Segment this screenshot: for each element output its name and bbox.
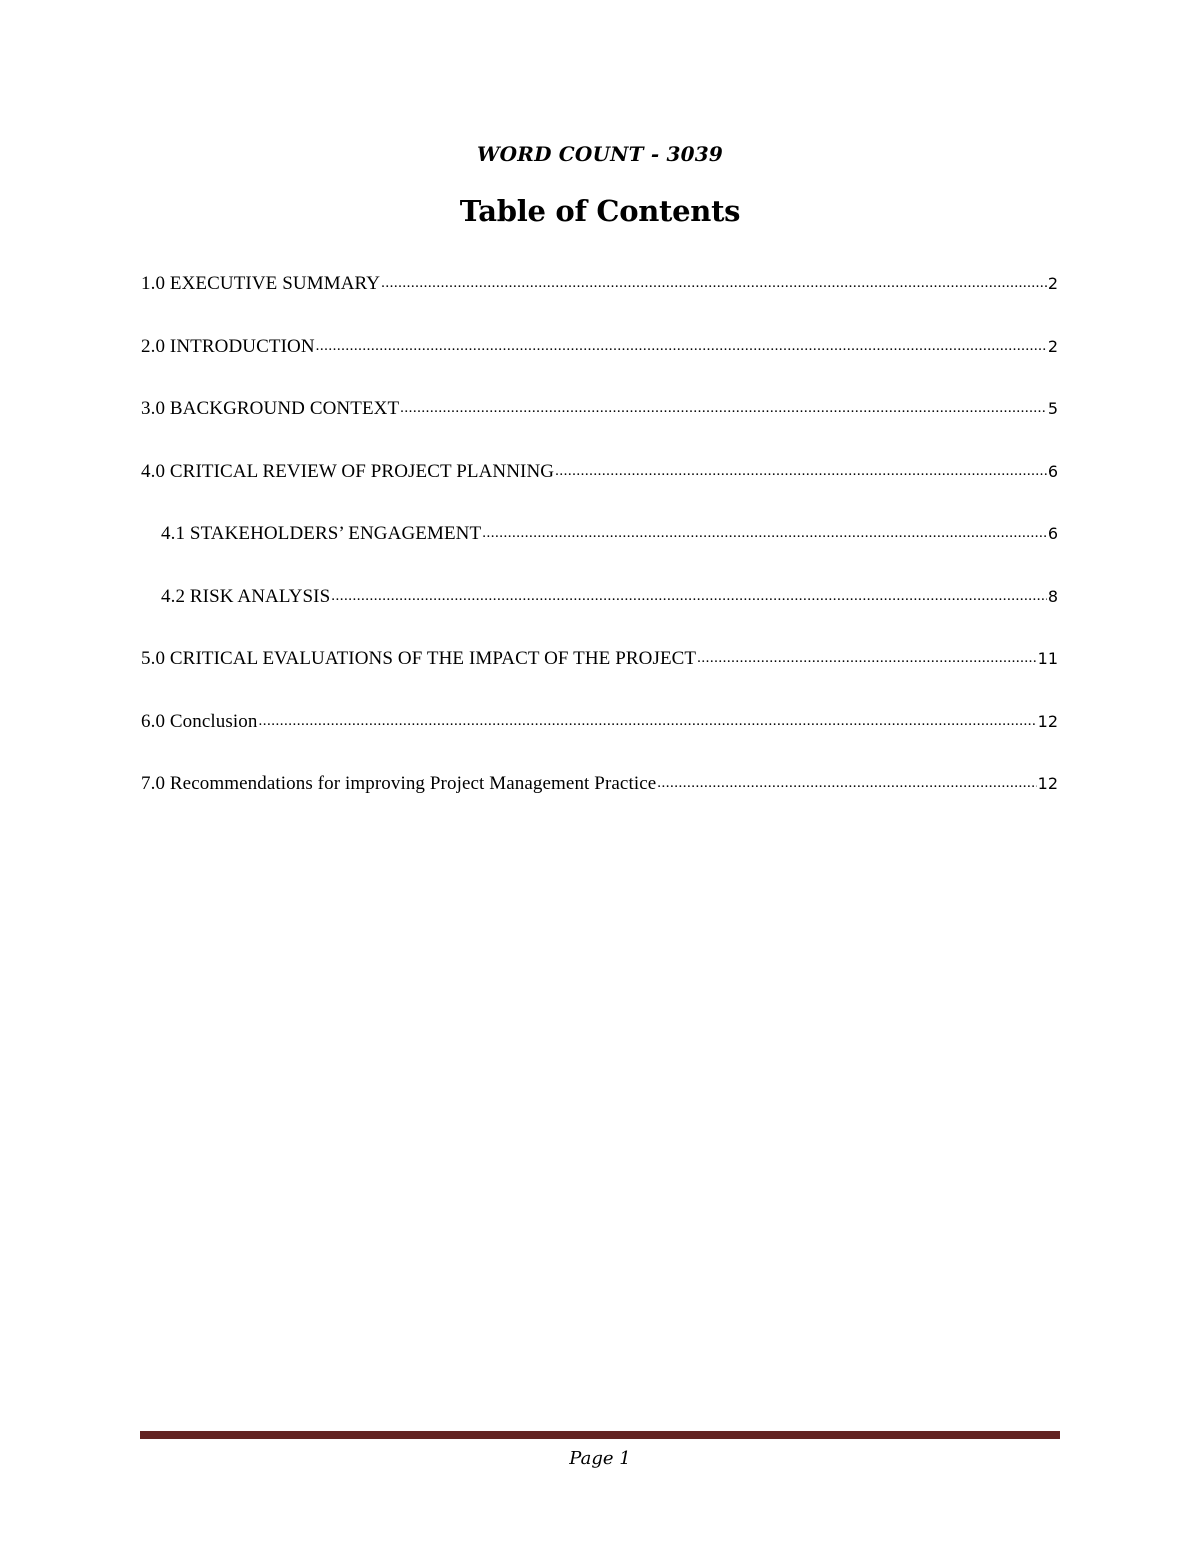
toc-dot-leader xyxy=(400,395,1047,414)
toc-entry-page: 5 xyxy=(1047,399,1058,418)
toc-dot-leader xyxy=(331,583,1047,602)
toc-entry-page: 6 xyxy=(1047,461,1058,481)
toc-entry-recommendations[interactable] xyxy=(141,770,1058,833)
toc-entry-label: 4.0 CRITICAL REVIEW OF PROJECT PLANNING xyxy=(141,460,555,482)
toc-entry-introduction[interactable] xyxy=(141,333,1058,396)
toc-entry-stakeholders-engagement[interactable] xyxy=(141,520,1058,583)
toc-entry-critical-evaluations[interactable] xyxy=(141,645,1058,708)
toc-entry-label: 4.1 STAKEHOLDERS’ ENGAGEMENT xyxy=(161,523,482,544)
toc-entry-page: 12 xyxy=(1037,711,1058,731)
footer-page-number: Page 1 xyxy=(569,1448,631,1469)
toc-entry-background-context[interactable] xyxy=(141,395,1058,458)
toc-dot-leader xyxy=(555,458,1047,477)
toc-entry-page: 11 xyxy=(1037,649,1058,668)
toc-entry-page: 2 xyxy=(1047,336,1058,356)
toc-entry-label: 5.0 CRITICAL EVALUATIONS OF THE IMPACT OF THE PROJECT xyxy=(141,648,697,669)
toc-entry-executive-summary[interactable] xyxy=(141,270,1058,333)
toc-entry-page: 8 xyxy=(1047,586,1058,606)
toc-title: Table of Contents xyxy=(459,194,741,228)
toc-dot-leader xyxy=(482,520,1047,539)
toc-entry-risk-analysis[interactable] xyxy=(141,583,1058,646)
footer-rule xyxy=(140,1431,1060,1439)
toc-entry-label: 3.0 BACKGROUND CONTEXT xyxy=(141,398,400,419)
toc-dot-leader xyxy=(258,708,1036,727)
toc-entry-label: 4.2 RISK ANALYSIS xyxy=(161,585,331,607)
toc-entry-conclusion[interactable] xyxy=(141,708,1058,771)
toc-entry-label: 2.0 INTRODUCTION xyxy=(141,335,315,357)
toc-entry-label: 6.0 Conclusion xyxy=(141,710,258,732)
toc-entry-page: 6 xyxy=(1047,524,1058,543)
toc-dot-leader xyxy=(316,333,1047,352)
toc-dot-leader xyxy=(381,270,1047,289)
toc-entry-critical-review[interactable] xyxy=(141,458,1058,521)
toc-entry-label: 1.0 EXECUTIVE SUMMARY xyxy=(141,273,381,294)
toc-entry-page: 2 xyxy=(1047,274,1058,293)
table-of-contents xyxy=(141,270,1058,833)
toc-entry-label: 7.0 Recommendations for improving Project Management Practice xyxy=(141,773,657,794)
word-count: WORD COUNT - 3039 xyxy=(476,142,724,166)
toc-entry-page: 12 xyxy=(1037,774,1058,793)
toc-dot-leader xyxy=(657,770,1036,789)
toc-dot-leader xyxy=(697,645,1037,664)
